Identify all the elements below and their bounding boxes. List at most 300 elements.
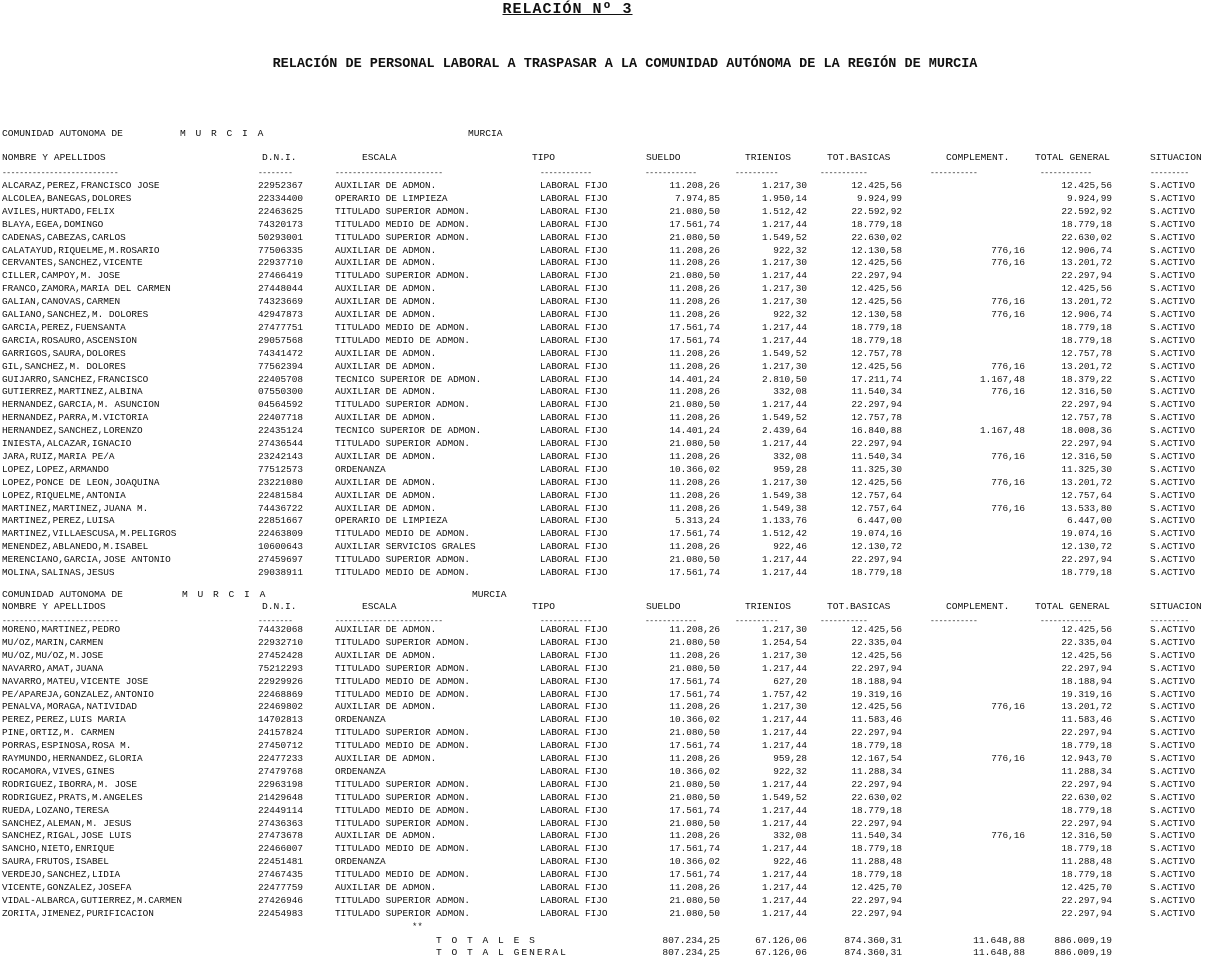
cell-situacion: S.ACTIVO	[1150, 567, 1196, 578]
cell-total: 12.757,64	[1061, 489, 1112, 501]
cell-dni: 22454983	[258, 907, 304, 919]
cell-basicas: 22.630,02	[851, 791, 902, 803]
cell-dni: 42947873	[258, 309, 304, 320]
cell-trienios: 1.217,44	[761, 438, 807, 449]
underline-trienios: ----------	[735, 617, 779, 626]
cell-tipo: LABORAL FIJO	[540, 624, 608, 635]
cell-escala: ORDENANZA	[335, 765, 386, 777]
cell-tipo: LABORAL FIJO	[540, 270, 608, 282]
table-row	[0, 502, 1213, 515]
cell-tipo: LABORAL FIJO	[540, 205, 608, 217]
cell-escala: AUXILIAR DE ADMON.	[335, 830, 437, 842]
cell-basicas: 19.319,16	[851, 688, 902, 700]
cell-situacion: S.ACTIVO	[1150, 701, 1196, 713]
cell-tipo: LABORAL FIJO	[540, 894, 608, 906]
cell-tipo: LABORAL FIJO	[540, 399, 608, 411]
cell-situacion: S.ACTIVO	[1150, 257, 1196, 269]
cell-dni: 22851667	[258, 515, 304, 527]
table-row	[0, 321, 1213, 334]
cell-complement: 776,16	[991, 257, 1025, 269]
cell-trienios: 1.549,38	[761, 502, 807, 514]
cell-total: 18.188,94	[1061, 675, 1112, 687]
cell-escala: TITULADO SUPERIOR ADMON.	[335, 270, 471, 282]
cell-total: 22.297,94	[1061, 438, 1112, 449]
cell-situacion: S.ACTIVO	[1150, 675, 1196, 687]
cell-trienios: 1.217,44	[761, 727, 807, 739]
cell-escala: AUXILIAR DE ADMON.	[335, 502, 437, 514]
cell-sueldo: 11.208,26	[669, 649, 720, 661]
cell-situacion: S.ACTIVO	[1150, 817, 1196, 829]
cell-sueldo: 11.208,26	[669, 701, 720, 713]
cell-basicas: 12.757,78	[851, 412, 902, 424]
cell-total: 22.297,94	[1061, 399, 1112, 411]
cell-dni: 22963198	[258, 778, 304, 790]
cell-trienios: 1.549,38	[761, 489, 807, 501]
cell-escala: TITULADO MEDIO DE ADMON.	[335, 321, 471, 333]
cell-trienios: 1.217,44	[761, 714, 807, 726]
table-row	[0, 649, 1213, 662]
cell-basicas: 22.297,94	[851, 438, 902, 449]
underline-tipo: ------------	[540, 169, 592, 178]
cell-total: 18.779,18	[1061, 567, 1112, 578]
totals-value: 807.234,25	[662, 935, 720, 946]
cell-escala: TITULADO SUPERIOR ADMON.	[335, 791, 471, 803]
cell-dni: 74320173	[258, 218, 304, 230]
cell-tipo: LABORAL FIJO	[540, 321, 608, 333]
region-label: COMUNIDAD AUTONOMA DE	[2, 128, 123, 139]
cell-complement: 776,16	[991, 502, 1025, 514]
cell-basicas: 22.335,04	[851, 636, 902, 648]
cell-escala: TITULADO MEDIO DE ADMON.	[335, 869, 471, 881]
cell-trienios: 1.549,52	[761, 791, 807, 803]
header-basicas: TOT.BASICAS	[827, 152, 891, 163]
cell-sueldo: 11.208,26	[669, 624, 720, 635]
cell-basicas: 18.779,18	[851, 321, 902, 333]
cell-basicas: 11.288,34	[851, 765, 902, 777]
cell-tipo: LABORAL FIJO	[540, 778, 608, 790]
cell-sueldo: 21.080,50	[669, 636, 720, 648]
cell-escala: ORDENANZA	[335, 463, 386, 475]
cell-basicas: 11.288,48	[851, 856, 902, 868]
totals-value: 11.648,88	[973, 935, 1025, 946]
cell-tipo: LABORAL FIJO	[540, 907, 608, 919]
cell-total: 13.201,72	[1061, 257, 1112, 269]
cell-tipo: LABORAL FIJO	[540, 192, 608, 204]
cell-trienios: 332,08	[773, 450, 807, 462]
cell-basicas: 12.757,78	[851, 347, 902, 359]
cell-sueldo: 11.208,26	[669, 244, 720, 256]
cell-sueldo: 17.561,74	[669, 567, 720, 578]
cell-tipo: LABORAL FIJO	[540, 649, 608, 661]
cell-situacion: S.ACTIVO	[1150, 662, 1196, 674]
table-row	[0, 527, 1213, 540]
cell-escala: AUXILIAR DE ADMON.	[335, 489, 437, 501]
header-total: TOTAL GENERAL	[1035, 152, 1110, 163]
cell-sueldo: 11.208,26	[669, 489, 720, 501]
cell-dni: 27473678	[258, 830, 304, 842]
cell-total: 13.201,72	[1061, 476, 1112, 488]
cell-nombre: RAYMUNDO,HERNANDEZ,GLORIA	[2, 753, 143, 764]
cell-total: 22.297,94	[1061, 817, 1112, 829]
underline-sueldo: ------------	[645, 169, 697, 178]
cell-total: 11.288,34	[1061, 765, 1112, 777]
cell-escala: TECNICO SUPERIOR DE ADMON.	[335, 373, 482, 385]
cell-basicas: 22.297,94	[851, 778, 902, 790]
cell-tipo: LABORAL FIJO	[540, 244, 608, 256]
cell-total: 18.779,18	[1061, 843, 1112, 855]
cell-total: 18.779,18	[1061, 334, 1112, 346]
header-tipo: TIPO	[532, 601, 556, 612]
cell-situacion: S.ACTIVO	[1150, 231, 1196, 243]
cell-escala: TITULADO SUPERIOR ADMON.	[335, 662, 471, 674]
cell-sueldo: 11.208,26	[669, 296, 720, 308]
table-row	[0, 688, 1213, 701]
cell-nombre: PEREZ,PEREZ,LUIS MARIA	[2, 714, 126, 726]
cell-escala: TITULADO MEDIO DE ADMON.	[335, 843, 471, 855]
cell-total: 13.201,72	[1061, 701, 1112, 713]
cell-dni: 27479768	[258, 765, 304, 777]
cell-tipo: LABORAL FIJO	[540, 765, 608, 777]
cell-trienios: 1.217,30	[761, 180, 807, 191]
cell-total: 12.757,78	[1061, 347, 1112, 359]
cell-total: 22.297,94	[1061, 554, 1112, 566]
cell-sueldo: 21.080,50	[669, 907, 720, 919]
cell-trienios: 1.549,52	[761, 231, 807, 243]
cell-situacion: S.ACTIVO	[1150, 753, 1196, 764]
cell-tipo: LABORAL FIJO	[540, 425, 608, 437]
cell-trienios: 1.512,42	[761, 205, 807, 217]
cell-complement: 776,16	[991, 296, 1025, 308]
cell-dni: 77562394	[258, 360, 304, 372]
cell-tipo: LABORAL FIJO	[540, 740, 608, 752]
table-row	[0, 636, 1213, 649]
region-label: COMUNIDAD AUTONOMA DE	[2, 589, 123, 600]
totals-value: 886.009,19	[1054, 947, 1112, 958]
cell-complement: 1.167,48	[979, 425, 1025, 437]
cell-nombre: GARCIA,ROSAURO,ASCENSION	[2, 334, 138, 346]
cell-sueldo: 17.561,74	[669, 321, 720, 333]
cell-nombre: GIL,SANCHEZ,M. DOLORES	[2, 360, 126, 372]
cell-situacion: S.ACTIVO	[1150, 373, 1196, 385]
cell-sueldo: 17.561,74	[669, 528, 720, 540]
cell-basicas: 11.540,34	[851, 386, 902, 398]
cell-trienios: 1.217,44	[761, 804, 807, 816]
cell-trienios: 1.217,44	[761, 843, 807, 855]
cell-dni: 22932710	[258, 636, 304, 648]
cell-total: 18.779,18	[1061, 321, 1112, 333]
cell-dni: 23221080	[258, 476, 304, 488]
document-title: RELACIÓN Nº 3	[502, 1, 633, 18]
cell-basicas: 18.779,18	[851, 843, 902, 855]
cell-dni: 22466007	[258, 843, 304, 855]
cell-total: 22.297,94	[1061, 907, 1112, 919]
totals-value: 11.648,88	[973, 947, 1025, 958]
table-row	[0, 842, 1213, 855]
cell-sueldo: 21.080,50	[669, 727, 720, 739]
cell-nombre: PORRAS,ESPINOSA,ROSA M.	[2, 740, 132, 752]
cell-trienios: 1.217,44	[761, 740, 807, 752]
cell-total: 18.779,18	[1061, 740, 1112, 752]
cell-escala: AUXILIAR DE ADMON.	[335, 476, 437, 488]
cell-sueldo: 11.208,26	[669, 180, 720, 191]
cell-sueldo: 11.208,26	[669, 882, 720, 893]
cell-dni: 27450712	[258, 740, 304, 752]
cell-dni: 27459697	[258, 554, 304, 566]
cell-nombre: VIDAL-ALBARCA,GUTIERREZ,M.CARMEN	[2, 894, 183, 906]
cell-situacion: S.ACTIVO	[1150, 830, 1196, 842]
cell-total: 22.630,02	[1061, 231, 1112, 243]
cell-tipo: LABORAL FIJO	[540, 412, 608, 424]
table-row	[0, 566, 1213, 579]
cell-trienios: 922,46	[773, 541, 807, 553]
cell-sueldo: 11.208,26	[669, 502, 720, 514]
table-row	[0, 231, 1213, 244]
cell-tipo: LABORAL FIJO	[540, 463, 608, 475]
cell-basicas: 12.425,56	[851, 283, 902, 295]
cell-escala: AUXILIAR DE ADMON.	[335, 296, 437, 308]
cell-basicas: 22.592,92	[851, 205, 902, 217]
header-situacion: SITUACION	[1150, 601, 1202, 612]
cell-tipo: LABORAL FIJO	[540, 373, 608, 385]
cell-total: 22.335,04	[1061, 636, 1112, 648]
cell-sueldo: 21.080,50	[669, 270, 720, 282]
cell-trienios: 1.217,44	[761, 270, 807, 282]
cell-tipo: LABORAL FIJO	[540, 502, 608, 514]
cell-total: 22.297,94	[1061, 778, 1112, 790]
table-row	[0, 675, 1213, 688]
cell-nombre: SAURA,FRUTOS,ISABEL	[2, 856, 109, 868]
cell-nombre: HERNANDEZ,SANCHEZ,LORENZO	[2, 425, 143, 437]
cell-dni: 22477233	[258, 753, 304, 764]
cell-nombre: CADENAS,CABEZAS,CARLOS	[2, 231, 126, 243]
table-row	[0, 360, 1213, 373]
cell-sueldo: 17.561,74	[669, 218, 720, 230]
cell-complement: 776,16	[991, 244, 1025, 256]
cell-nombre: GUTIERREZ,MARTINEZ,ALBINA	[2, 386, 143, 398]
cell-sueldo: 10.366,02	[669, 714, 720, 726]
cell-nombre: GUIJARRO,SANCHEZ,FRANCISCO	[2, 373, 149, 385]
table-row	[0, 450, 1213, 463]
cell-situacion: S.ACTIVO	[1150, 425, 1196, 437]
cell-basicas: 12.425,56	[851, 257, 902, 269]
cell-sueldo: 21.080,50	[669, 817, 720, 829]
cell-situacion: S.ACTIVO	[1150, 778, 1196, 790]
cell-basicas: 16.840,88	[851, 425, 902, 437]
cell-situacion: S.ACTIVO	[1150, 218, 1196, 230]
table-row	[0, 308, 1213, 321]
table-row	[0, 829, 1213, 842]
cell-nombre: GARCIA,PEREZ,FUENSANTA	[2, 321, 126, 333]
table-row	[0, 514, 1213, 527]
cell-sueldo: 7.974,85	[674, 192, 720, 204]
cell-total: 22.592,92	[1061, 205, 1112, 217]
cell-escala: AUXILIAR SERVICIOS GRALES	[335, 541, 476, 553]
cell-dni: 22451481	[258, 856, 304, 868]
cell-basicas: 12.425,56	[851, 296, 902, 308]
cell-total: 12.316,50	[1061, 830, 1112, 842]
cell-total: 11.583,46	[1061, 714, 1112, 726]
underline-basicas: -----------	[820, 617, 868, 626]
cell-dni: 22463625	[258, 205, 304, 217]
cell-total: 6.447,00	[1066, 515, 1112, 527]
cell-dni: 27436544	[258, 438, 304, 449]
region-name: M U R C I A	[182, 589, 268, 600]
cell-basicas: 12.425,56	[851, 360, 902, 372]
cell-complement: 776,16	[991, 309, 1025, 320]
cell-trienios: 1.217,44	[761, 907, 807, 919]
cell-trienios: 1.217,44	[761, 218, 807, 230]
cell-total: 11.288,48	[1061, 856, 1112, 868]
cell-dni: 10600643	[258, 541, 304, 553]
totals-value: 874.360,31	[844, 935, 902, 946]
cell-complement: 776,16	[991, 386, 1025, 398]
cell-nombre: JARA,RUIZ,MARIA PE/A	[2, 450, 115, 462]
cell-nombre: MERENCIANO,GARCIA,JOSE ANTONIO	[2, 554, 171, 566]
cell-tipo: LABORAL FIJO	[540, 438, 608, 449]
cell-dni: 24157824	[258, 727, 304, 739]
header-nombre: NOMBRE Y APELLIDOS	[2, 152, 106, 163]
cell-sueldo: 10.366,02	[669, 463, 720, 475]
cell-basicas: 9.924,99	[856, 192, 902, 204]
cell-nombre: CALATAYUD,RIQUELME,M.ROSARIO	[2, 244, 160, 256]
cell-sueldo: 17.561,74	[669, 804, 720, 816]
header-basicas: TOT.BASICAS	[827, 601, 891, 612]
cell-sueldo: 11.208,26	[669, 257, 720, 269]
cell-dni: 74323669	[258, 296, 304, 308]
cell-tipo: LABORAL FIJO	[540, 843, 608, 855]
cell-total: 22.297,94	[1061, 270, 1112, 282]
grand-total-row	[0, 947, 1213, 959]
header-dni: D.N.I.	[262, 152, 297, 163]
cell-total: 19.319,16	[1061, 688, 1112, 700]
cell-escala: TITULADO SUPERIOR ADMON.	[335, 907, 471, 919]
cell-basicas: 12.167,54	[851, 753, 902, 764]
cell-trienios: 959,28	[773, 463, 807, 475]
cell-basicas: 18.779,18	[851, 218, 902, 230]
cell-situacion: S.ACTIVO	[1150, 882, 1196, 893]
cell-tipo: LABORAL FIJO	[540, 701, 608, 713]
table-row	[0, 881, 1213, 894]
cell-sueldo: 5.313,24	[674, 515, 720, 527]
cell-situacion: S.ACTIVO	[1150, 554, 1196, 566]
cell-tipo: LABORAL FIJO	[540, 231, 608, 243]
cell-dni: 22468869	[258, 688, 304, 700]
cell-dni: 22477759	[258, 882, 304, 893]
header-nombre: NOMBRE Y APELLIDOS	[2, 601, 106, 612]
cell-sueldo: 21.080,50	[669, 894, 720, 906]
region-city: MURCIA	[472, 589, 507, 600]
cell-escala: TITULADO SUPERIOR ADMON.	[335, 438, 471, 449]
cell-basicas: 12.425,56	[851, 649, 902, 661]
cell-total: 22.297,94	[1061, 894, 1112, 906]
cell-sueldo: 11.208,26	[669, 450, 720, 462]
cell-basicas: 12.425,56	[851, 701, 902, 713]
cell-escala: TITULADO MEDIO DE ADMON.	[335, 218, 471, 230]
cell-escala: AUXILIAR DE ADMON.	[335, 347, 437, 359]
cell-total: 12.425,56	[1061, 649, 1112, 661]
cell-basicas: 22.630,02	[851, 231, 902, 243]
cell-escala: TITULADO MEDIO DE ADMON.	[335, 740, 471, 752]
cell-basicas: 22.297,94	[851, 727, 902, 739]
header-trienios: TRIENIOS	[745, 152, 792, 163]
cell-sueldo: 14.401,24	[669, 425, 720, 437]
underline-nombre: ---------------------------	[2, 169, 119, 178]
table-row	[0, 791, 1213, 804]
cell-situacion: S.ACTIVO	[1150, 714, 1196, 726]
cell-tipo: LABORAL FIJO	[540, 636, 608, 648]
cell-basicas: 22.297,94	[851, 907, 902, 919]
cell-trienios: 1.950,14	[761, 192, 807, 204]
cell-situacion: S.ACTIVO	[1150, 244, 1196, 256]
table-row	[0, 894, 1213, 907]
underline-dni: --------	[258, 169, 293, 178]
table-row	[0, 553, 1213, 566]
cell-basicas: 18.779,18	[851, 740, 902, 752]
cell-tipo: LABORAL FIJO	[540, 753, 608, 764]
cell-trienios: 1.217,44	[761, 662, 807, 674]
cell-tipo: LABORAL FIJO	[540, 180, 608, 191]
cell-dni: 77512573	[258, 463, 304, 475]
cell-tipo: LABORAL FIJO	[540, 541, 608, 553]
cell-situacion: S.ACTIVO	[1150, 334, 1196, 346]
cell-trienios: 1.217,30	[761, 296, 807, 308]
table-row	[0, 411, 1213, 424]
cell-trienios: 1.217,44	[761, 882, 807, 893]
cell-escala: AUXILIAR DE ADMON.	[335, 180, 437, 191]
cell-nombre: PINE,ORTIZ,M. CARMEN	[2, 727, 115, 739]
cell-escala: AUXILIAR DE ADMON.	[335, 244, 437, 256]
cell-nombre: GARRIGOS,SAURA,DOLORES	[2, 347, 126, 359]
cell-basicas: 17.211,74	[851, 373, 902, 385]
table-row	[0, 778, 1213, 791]
cell-trienios: 1.217,30	[761, 701, 807, 713]
cell-total: 22.630,02	[1061, 791, 1112, 803]
cell-dni: 23242143	[258, 450, 304, 462]
table-row	[0, 752, 1213, 765]
cell-escala: AUXILIAR DE ADMON.	[335, 283, 437, 295]
underline-tipo: ------------	[540, 617, 592, 626]
cell-tipo: LABORAL FIJO	[540, 856, 608, 868]
cell-escala: TITULADO SUPERIOR ADMON.	[335, 636, 471, 648]
cell-situacion: S.ACTIVO	[1150, 309, 1196, 320]
cell-nombre: GALIANO,SANCHEZ,M. DOLORES	[2, 309, 149, 320]
cell-escala: ORDENANZA	[335, 856, 386, 868]
totals-value: 67.126,06	[755, 947, 807, 958]
cell-escala: AUXILIAR DE ADMON.	[335, 360, 437, 372]
underline-escala: -------------------------	[335, 617, 443, 626]
cell-nombre: ALCARAZ,PEREZ,FRANCISCO JOSE	[2, 180, 160, 191]
cell-nombre: LOPEZ,LOPEZ,ARMANDO	[2, 463, 109, 475]
cell-sueldo: 11.208,26	[669, 541, 720, 553]
cell-total: 22.297,94	[1061, 727, 1112, 739]
cell-sueldo: 21.080,50	[669, 791, 720, 803]
cell-escala: AUXILIAR DE ADMON.	[335, 882, 437, 893]
cell-escala: TITULADO SUPERIOR ADMON.	[335, 554, 471, 566]
cell-situacion: S.ACTIVO	[1150, 502, 1196, 514]
cell-tipo: LABORAL FIJO	[540, 476, 608, 488]
cell-total: 18.779,18	[1061, 218, 1112, 230]
cell-dni: 75212293	[258, 662, 304, 674]
cell-basicas: 11.325,30	[851, 463, 902, 475]
cell-tipo: LABORAL FIJO	[540, 450, 608, 462]
cell-sueldo: 10.366,02	[669, 765, 720, 777]
cell-situacion: S.ACTIVO	[1150, 412, 1196, 424]
table-row	[0, 713, 1213, 726]
cell-basicas: 22.297,94	[851, 554, 902, 566]
cell-basicas: 12.425,56	[851, 476, 902, 488]
cell-escala: AUXILIAR DE ADMON.	[335, 701, 437, 713]
cell-situacion: S.ACTIVO	[1150, 791, 1196, 803]
